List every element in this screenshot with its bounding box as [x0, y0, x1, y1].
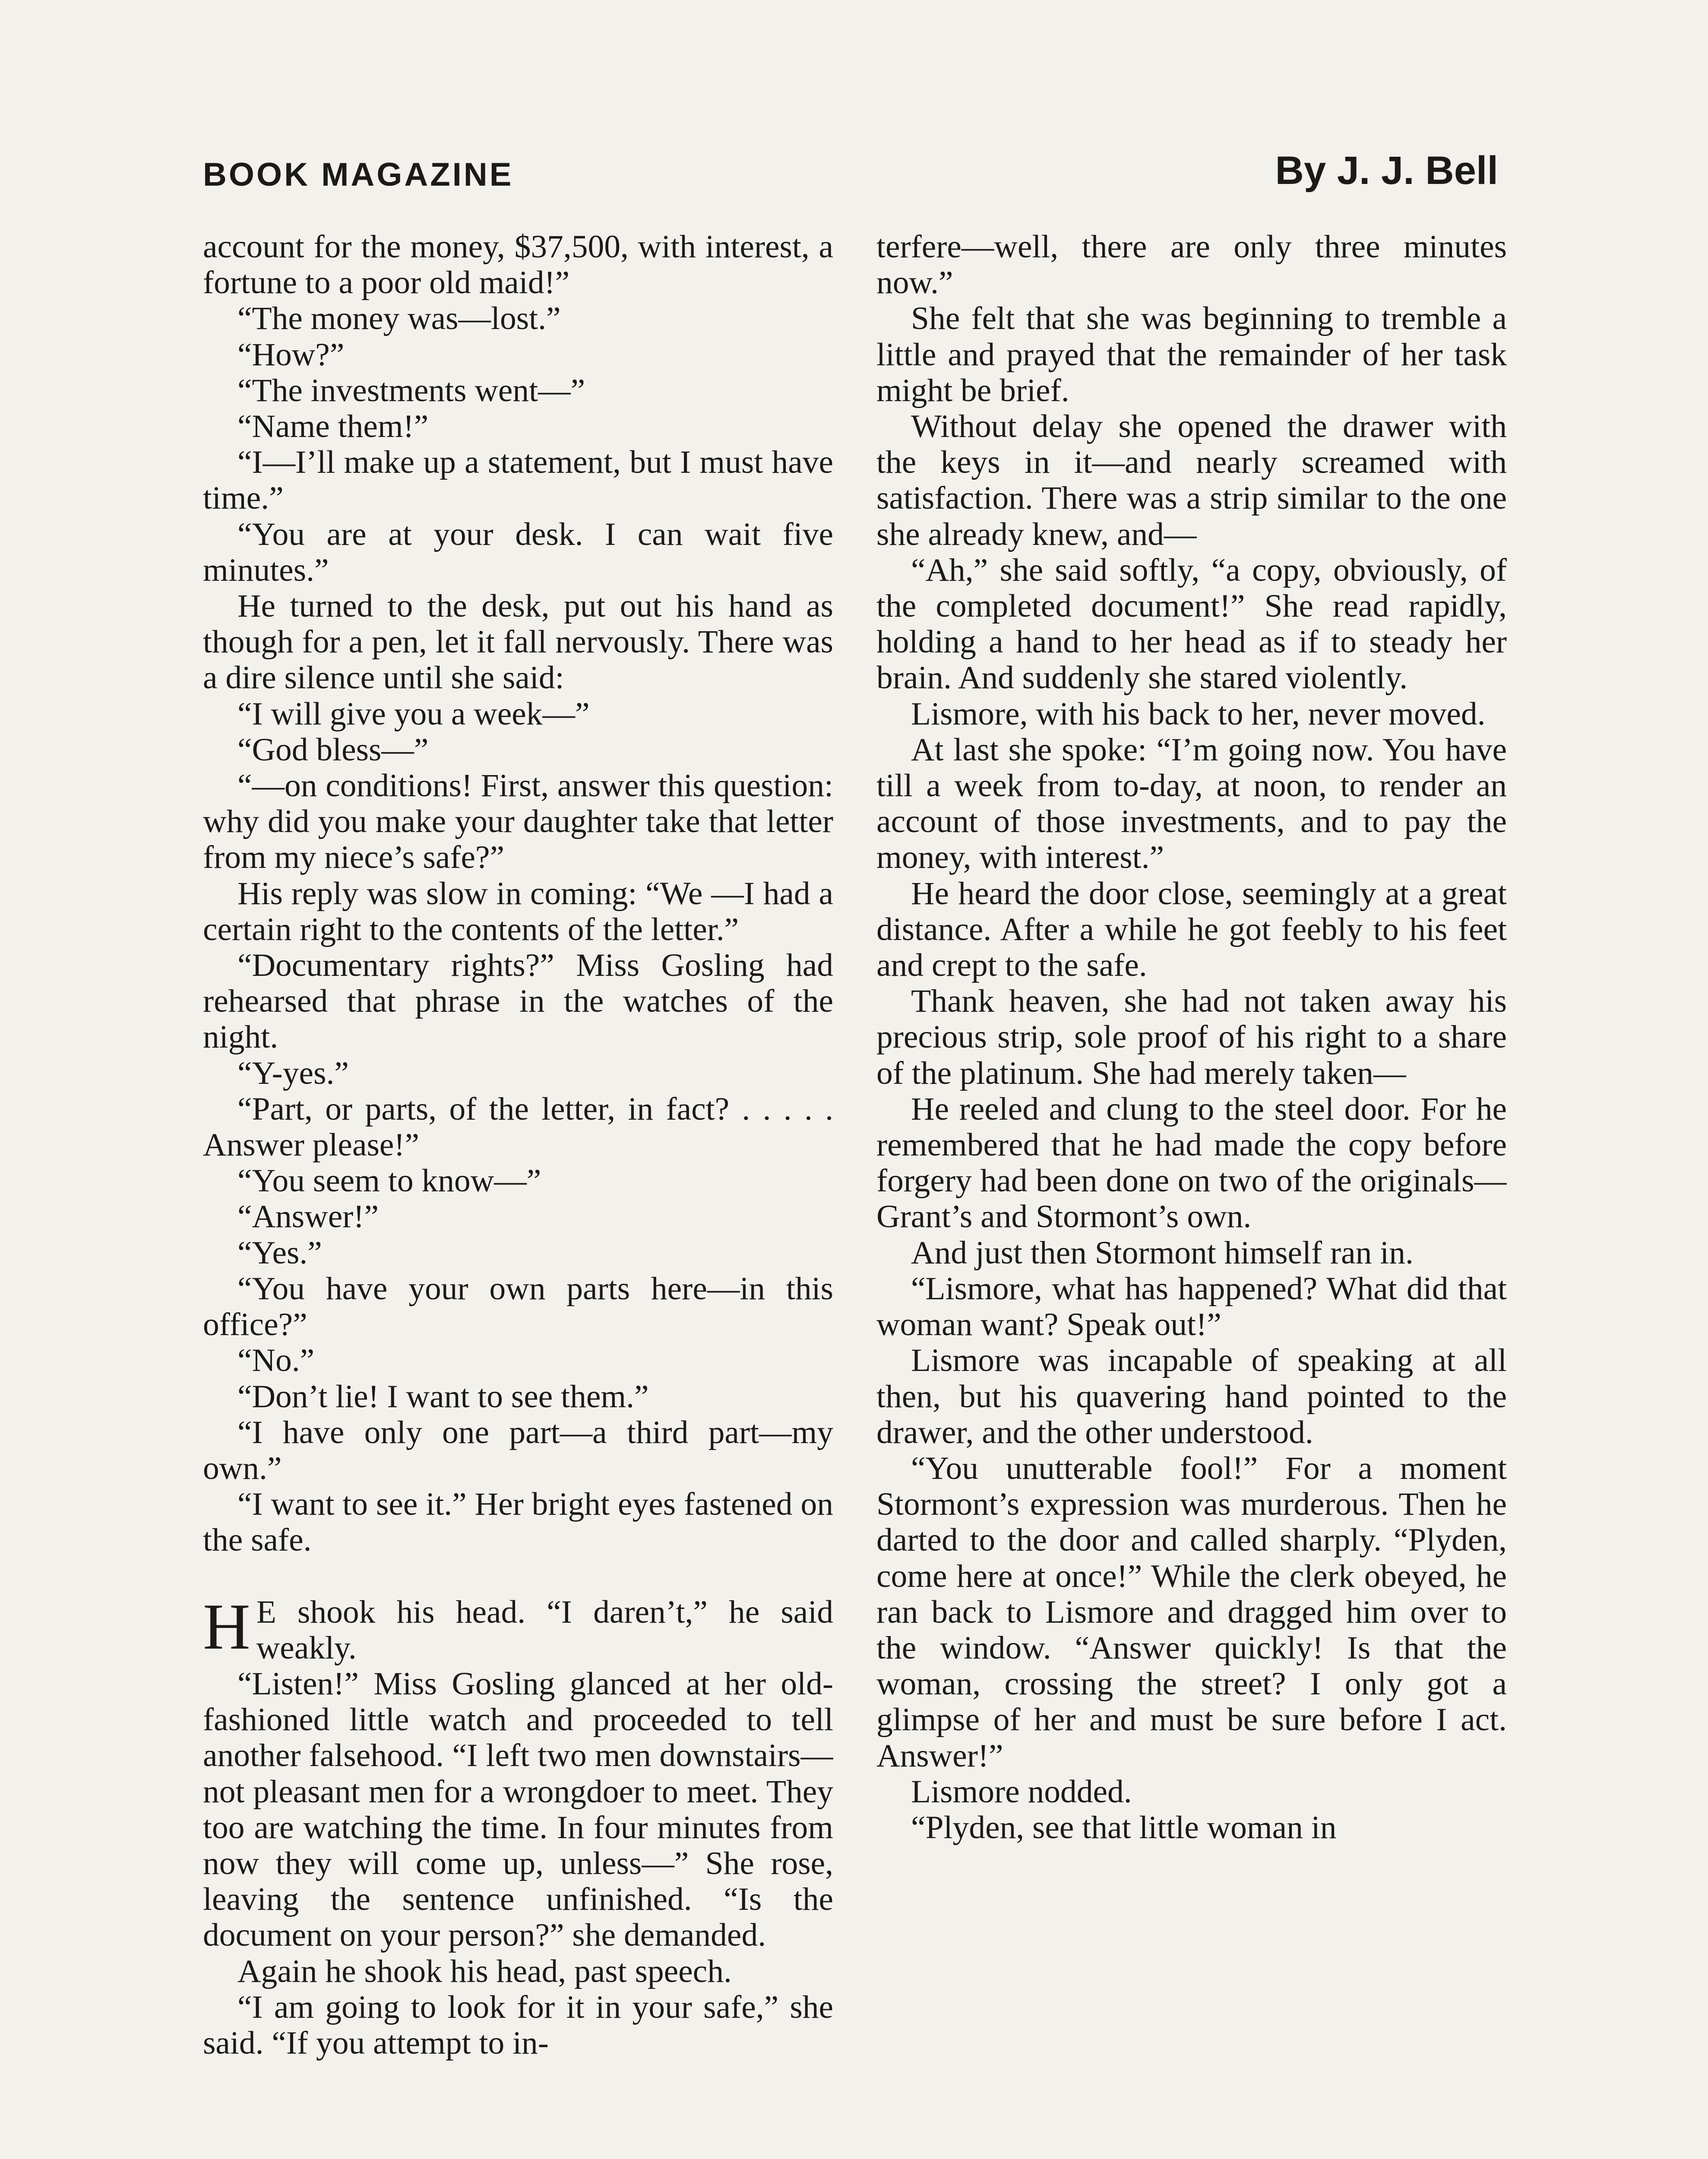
paragraph: “Ah,” she said softly, “a copy, obviously, of the completed document!” She read rapidly, holding a hand to her head as if to steady her brain. And suddenly she stared violently.: [876, 552, 1507, 696]
text-column-right: [876, 229, 1507, 2159]
paragraph: He turned to the desk, put out his hand as though for a pen, let it fall nervously. There was a dire silence until she said:: [203, 588, 833, 696]
dropcap-paragraph-text: E shook his head. “I daren’t,” he said weakly.: [256, 1594, 833, 1666]
paragraph: He reeled and clung to the steel door. For he remembered that he had made the copy before forgery had been done on two of the originals—Grant’s and Stormont’s own.: [876, 1091, 1507, 1235]
paragraph: His reply was slow in coming: “We —I had a certain right to the contents of the letter.”: [203, 875, 833, 947]
paragraph: Lismore, with his back to her, never moved.: [911, 696, 1486, 732]
paragraph: “—on conditions! First, answer this question: why did you make your daughter take that letter from my niece’s safe?”: [203, 768, 833, 876]
paragraph: Without delay she opened the drawer with the keys in it—and nearly screamed with satisfaction. There was a strip similar to the one she already knew, and—: [876, 408, 1507, 552]
running-head-title: BOOK MAGAZINE: [203, 156, 514, 193]
running-head-author: By J. J. Bell: [1275, 149, 1498, 193]
paragraph: “You have your own parts here—in this office?”: [203, 1270, 833, 1343]
paragraph: account for the money, $37,500, with interest, a fortune to a poor old maid!”: [203, 229, 833, 301]
paragraph: “Name them!”: [237, 408, 429, 445]
section-break: [203, 1558, 833, 1594]
paragraph: “I want to see it.” Her bright eyes fastened on the safe.: [203, 1486, 833, 1558]
paragraph: At last she spoke: “I’m going now. You have till a week from to-day, at noon, to render an account of those investments, and to pay the money, with interest.”: [876, 731, 1507, 876]
paragraph: Lismore was incapable of speaking at all then, but his quavering hand pointed to the drawer, and the other understood.: [876, 1342, 1507, 1450]
paragraph: “Part, or parts, of the letter, in fact? . . . . . Answer please!”: [203, 1091, 833, 1163]
paragraph: “The money was—lost.”: [237, 301, 561, 337]
paragraph: “You seem to know—”: [237, 1163, 541, 1199]
paragraph: Thank heaven, she had not taken away his precious strip, sole proof of his right to a share of the platinum. She had merely taken—: [876, 983, 1507, 1091]
paragraph: “You unutterable fool!” For a moment Stormont’s expression was murderous. Then he darted to the door and called sharply. “Plyden, come here at once!” While the clerk obeyed, he ran back to Lismore and dragged him over to the window. “Answer quickly! Is that the woman, crossing the street? I only got a glimpse of her and must be sure before I act. Answer!”: [876, 1450, 1507, 1774]
paragraph: He heard the door close, seemingly at a great distance. After a while he got feebly to his feet and crept to the safe.: [876, 875, 1507, 984]
paragraph: “Lismore, what has happened? What did that woman want? Speak out!”: [876, 1270, 1507, 1343]
paragraph: “I have only one part—a third part—my own.”: [203, 1414, 833, 1486]
paragraph: “I will give you a week—”: [237, 696, 590, 732]
paragraph: “No.”: [237, 1342, 315, 1379]
paragraph: Lismore nodded.: [911, 1773, 1132, 1810]
paragraph: She felt that she was beginning to tremble a little and prayed that the remainder of her task might be brief.: [876, 301, 1507, 408]
paragraph: “Y-yes.”: [237, 1055, 349, 1091]
paragraph: “God bless—”: [237, 731, 429, 768]
paragraph: And just then Stormont himself ran in.: [911, 1235, 1414, 1271]
paragraph: “Yes.”: [237, 1235, 322, 1271]
paragraph: “Answer!”: [237, 1199, 379, 1235]
paragraph: “How?”: [237, 336, 345, 373]
paragraph: “Listen!” Miss Gosling glanced at her old-fashioned little watch and proceeded to tell another falsehood. “I left two men downstairs—not pleasant men for a wrongdoer to meet. They too are watching the time. In four minutes from now they will come up, unless—” She rose, leaving the sentence unfinished. “Is the document on your person?” she demanded.: [203, 1665, 833, 1953]
paragraph: Again he shook his head, past speech.: [237, 1953, 732, 1989]
paragraph: “I—I’ll make up a statement, but I must have time.”: [203, 444, 833, 516]
drop-cap: H: [203, 1590, 250, 1663]
paragraph: “I am going to look for it in your safe,” she said. “If you attempt to in-: [203, 1989, 833, 2061]
paragraph: “Don’t lie! I want to see them.”: [237, 1378, 649, 1415]
paragraph: terfere—well, there are only three minutes now.”: [876, 229, 1507, 301]
page-header: [203, 137, 1498, 193]
paragraph: “You are at your desk. I can wait five minutes.”: [203, 516, 833, 588]
dropcap-paragraph: [203, 1590, 833, 1666]
paragraph: “Plyden, see that little woman in: [911, 1809, 1337, 1846]
text-column-left: [203, 229, 833, 2159]
paragraph: “The investments went—”: [237, 372, 585, 408]
paragraph: “Documentary rights?” Miss Gosling had rehearsed that phrase in the watches of the night.: [203, 947, 833, 1055]
